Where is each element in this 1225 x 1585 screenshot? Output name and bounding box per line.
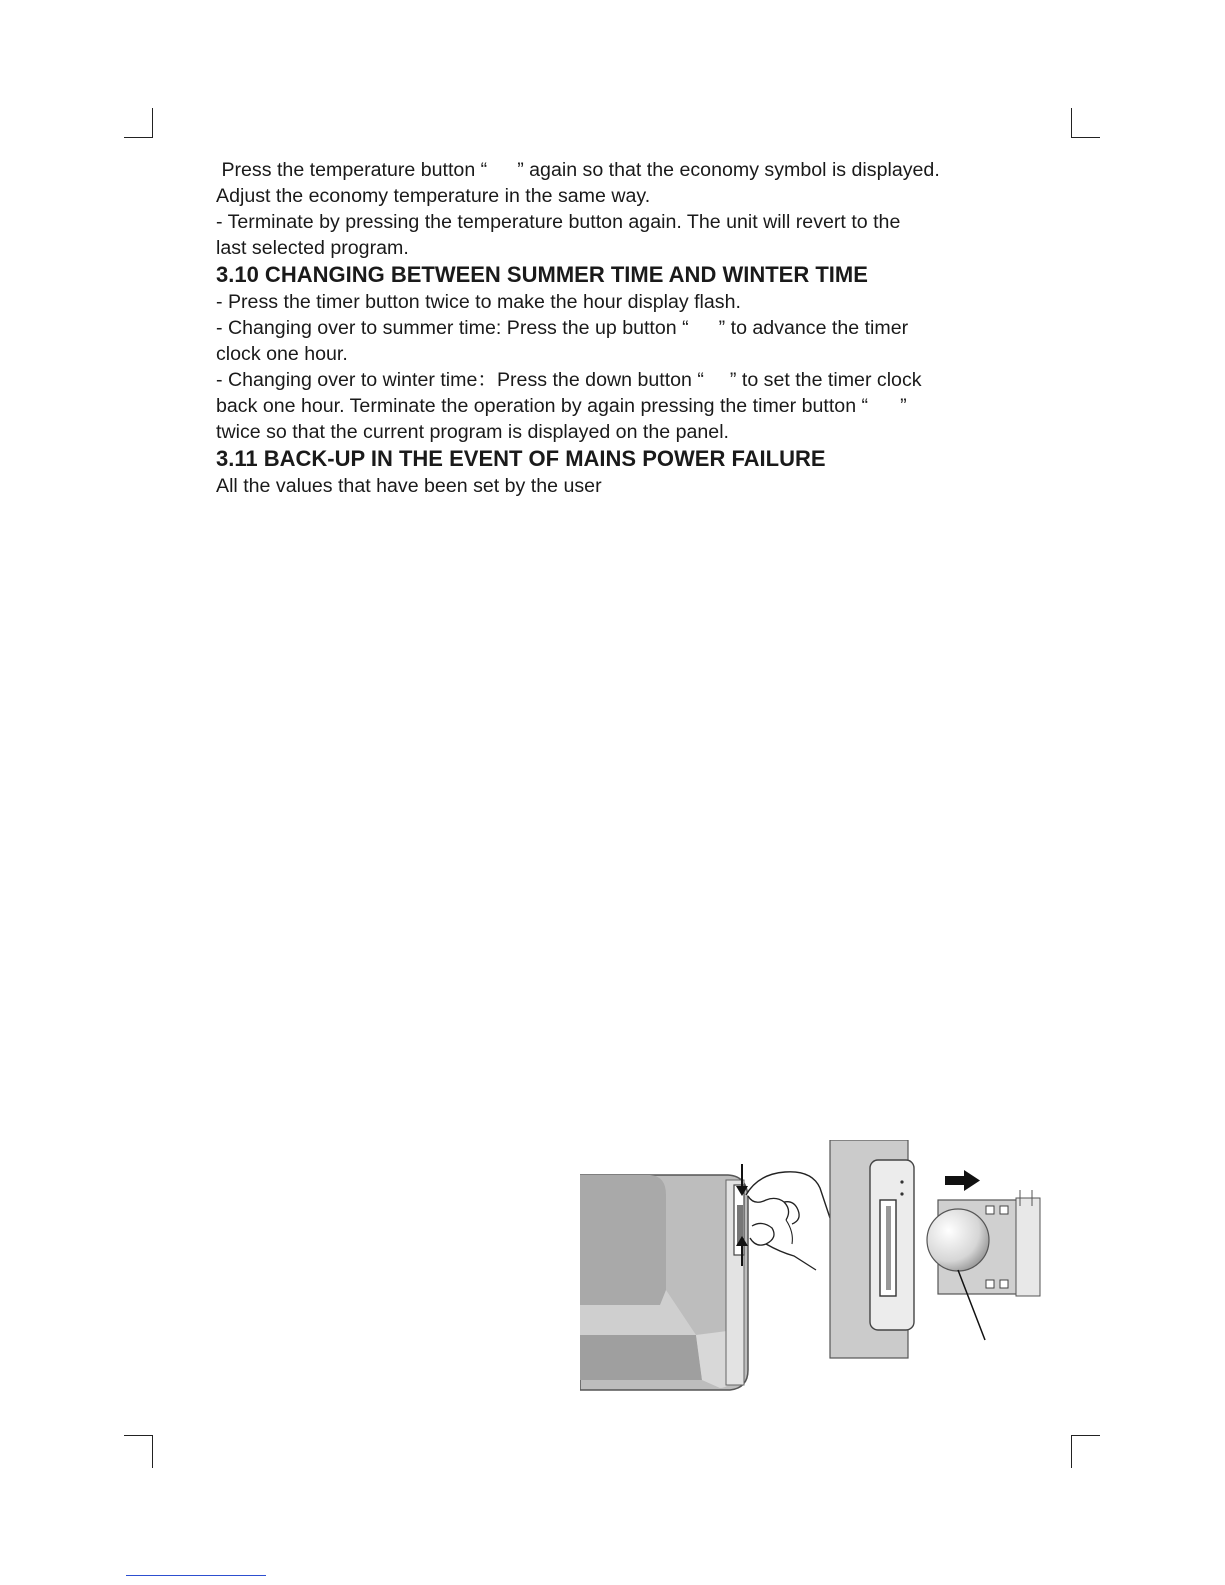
manual-text — [216, 157, 1016, 499]
paragraph-line: All the values that have been set by the user — [216, 474, 602, 497]
paragraph-line: - Press the timer button twice to make the hour display flash. — [216, 290, 741, 313]
paragraph-line: - Changing over to winter time：Press the down button “ ” to set the timer clock — [216, 369, 922, 392]
heater-unit — [580, 1175, 748, 1390]
paragraph-line: - Terminate by pressing the temperature button again. The unit will revert to the — [216, 211, 901, 234]
illustration-svg — [580, 1140, 1060, 1405]
crop-mark-top-left — [124, 108, 153, 138]
paragraph-line: clock one hour. — [216, 343, 348, 366]
hand-icon — [746, 1172, 830, 1270]
crop-mark-bottom-right — [1071, 1435, 1100, 1468]
crop-mark-bottom-left — [124, 1435, 153, 1468]
section-heading-3-11: 3.11 BACK-UP IN THE EVENT OF MAINS POWER FAILURE — [216, 446, 826, 472]
paragraph-line: back one hour. Terminate the operation by again pressing the timer button “ ” — [216, 395, 907, 418]
paragraph-line: Press the temperature button “ ” again so that the economy symbol is displayed. — [216, 159, 940, 181]
battery-backup-illustration — [580, 1140, 1060, 1405]
crop-mark-top-right — [1071, 108, 1100, 138]
paragraph-line: twice so that the current program is displayed on the panel. — [216, 421, 729, 444]
paragraph-line: - Changing over to summer time: Press the up button “ ” to advance the timer — [216, 316, 909, 339]
section-heading-3-10: 3.10 CHANGING BETWEEN SUMMER TIME AND WINTER TIME — [216, 262, 868, 288]
paragraph-line: Adjust the economy temperature in the same way. — [216, 185, 651, 208]
footer-rule — [126, 1575, 266, 1576]
right-arrow-icon — [945, 1170, 980, 1191]
paragraph-line: last selected program. — [216, 237, 409, 260]
wall-panel — [830, 1140, 914, 1358]
battery-icon — [927, 1209, 989, 1271]
